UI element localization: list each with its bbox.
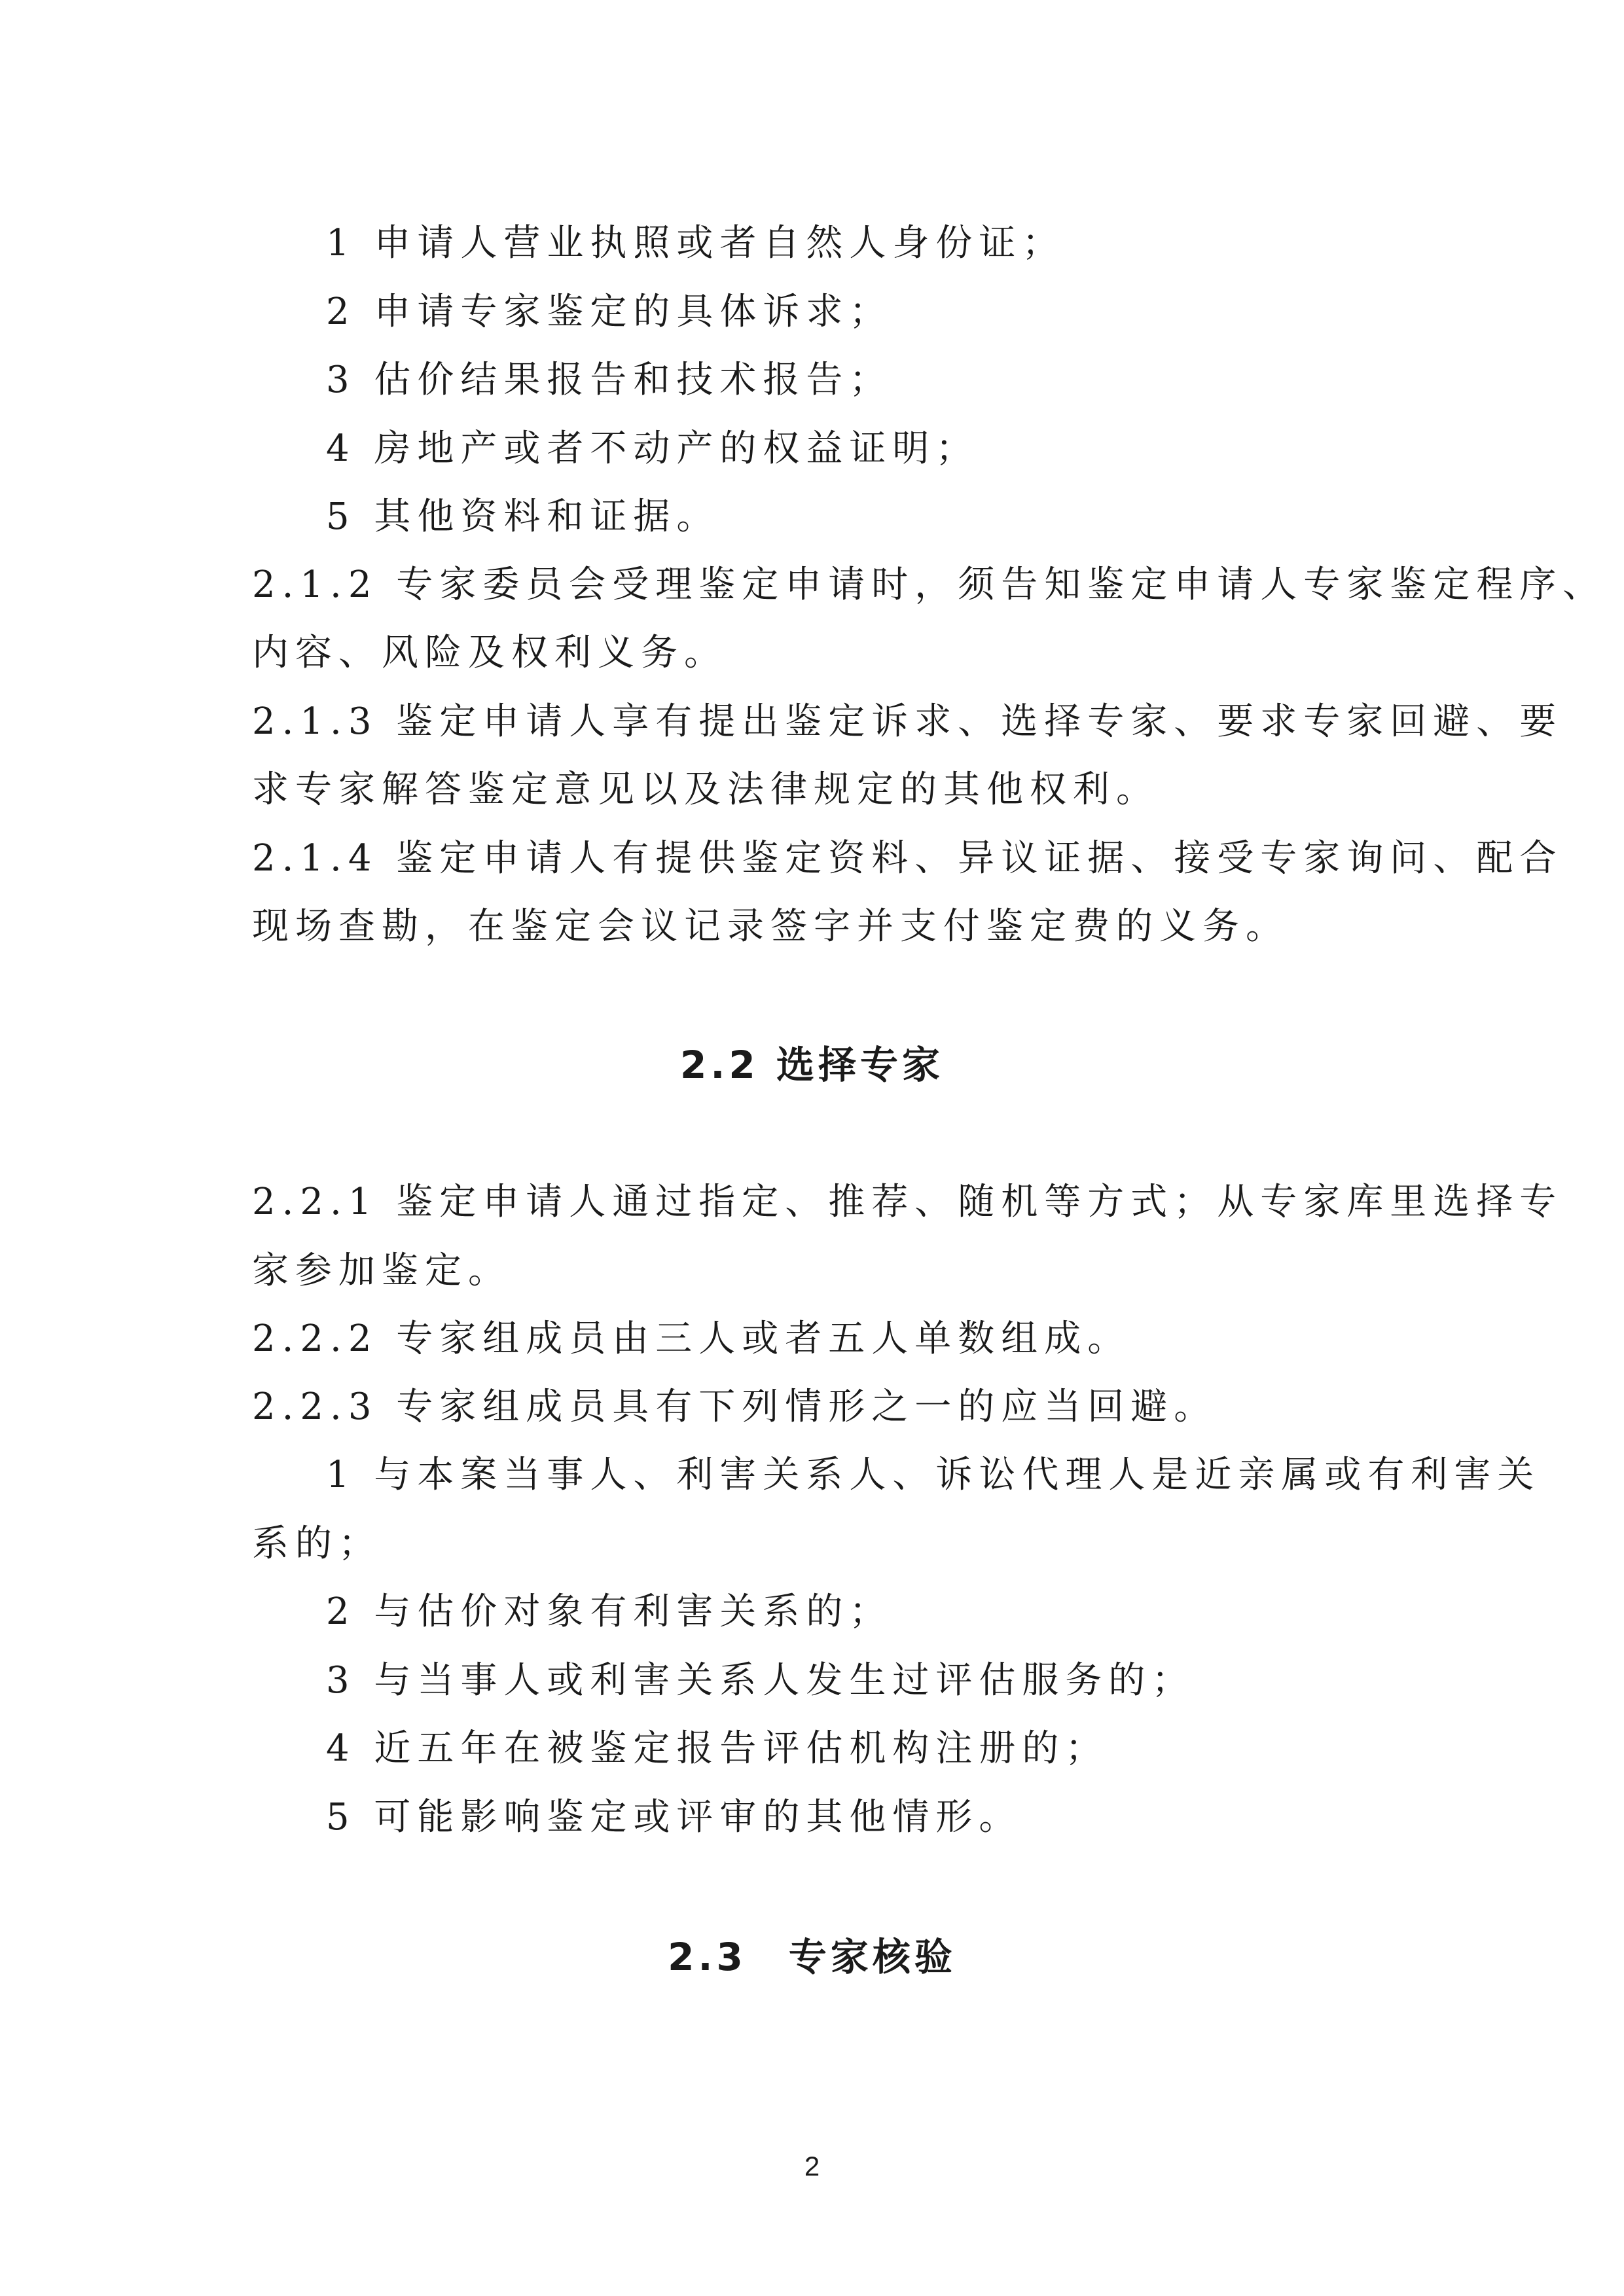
clause-2-1-3-line2: 求专家解答鉴定意见以及法律规定的其他权利。 <box>252 768 1159 811</box>
clause-2-1-2-line1: 2.1.2 专家委员会受理鉴定申请时，须告知鉴定申请人专家鉴定程序、 <box>252 564 1606 606</box>
section-heading-2-2: 2.2 选择专家 <box>680 1043 944 1087</box>
list-item: 4 房地产或者不动产的权益证明； <box>326 427 979 470</box>
list-item: 5 其他资料和证据。 <box>326 495 720 538</box>
list-item: 3 与当事人或利害关系人发生过评估服务的； <box>326 1659 1195 1702</box>
clause-2-1-4-line1: 2.1.4 鉴定申请人有提供鉴定资料、异议证据、接受专家询问、配合 <box>252 837 1563 880</box>
clause-2-1-4-line2: 现场查勘，在鉴定会议记录签字并支付鉴定费的义务。 <box>252 905 1289 948</box>
clause-2-1-3-line1: 2.1.3 鉴定申请人享有提出鉴定诉求、选择专家、要求专家回避、要 <box>252 700 1563 743</box>
clause-2-2-1-line1: 2.2.1 鉴定申请人通过指定、推荐、随机等方式；从专家库里选择专 <box>252 1181 1563 1223</box>
section-heading-2-3: 2.3 专家核验 <box>668 1935 956 1979</box>
list-item: 1 与本案当事人、利害关系人、诉讼代理人是近亲属或有利害关 <box>326 1454 1541 1496</box>
list-item: 2 申请专家鉴定的具体诉求； <box>326 291 893 333</box>
clause-2-2-1-line2: 家参加鉴定。 <box>252 1249 511 1292</box>
clause-2-2-2: 2.2.2 专家组成员由三人或者五人单数组成。 <box>252 1318 1131 1360</box>
clause-2-1-2-line2: 内容、风险及权利义务。 <box>252 632 727 674</box>
list-item: 3 估价结果报告和技术报告； <box>326 359 893 401</box>
list-item: 5 可能影响鉴定或评审的其他情形。 <box>326 1796 1022 1839</box>
page-number: 2 <box>804 2151 820 2181</box>
list-item: 4 近五年在被鉴定报告评估机构注册的； <box>326 1727 1109 1770</box>
list-item: 2 与估价对象有利害关系的； <box>326 1590 893 1633</box>
list-item-continuation: 系的； <box>252 1522 382 1565</box>
clause-2-2-3: 2.2.3 专家组成员具有下列情形之一的应当回避。 <box>252 1386 1218 1428</box>
list-item: 1 申请人营业执照或者自然人身份证； <box>326 222 1066 264</box>
